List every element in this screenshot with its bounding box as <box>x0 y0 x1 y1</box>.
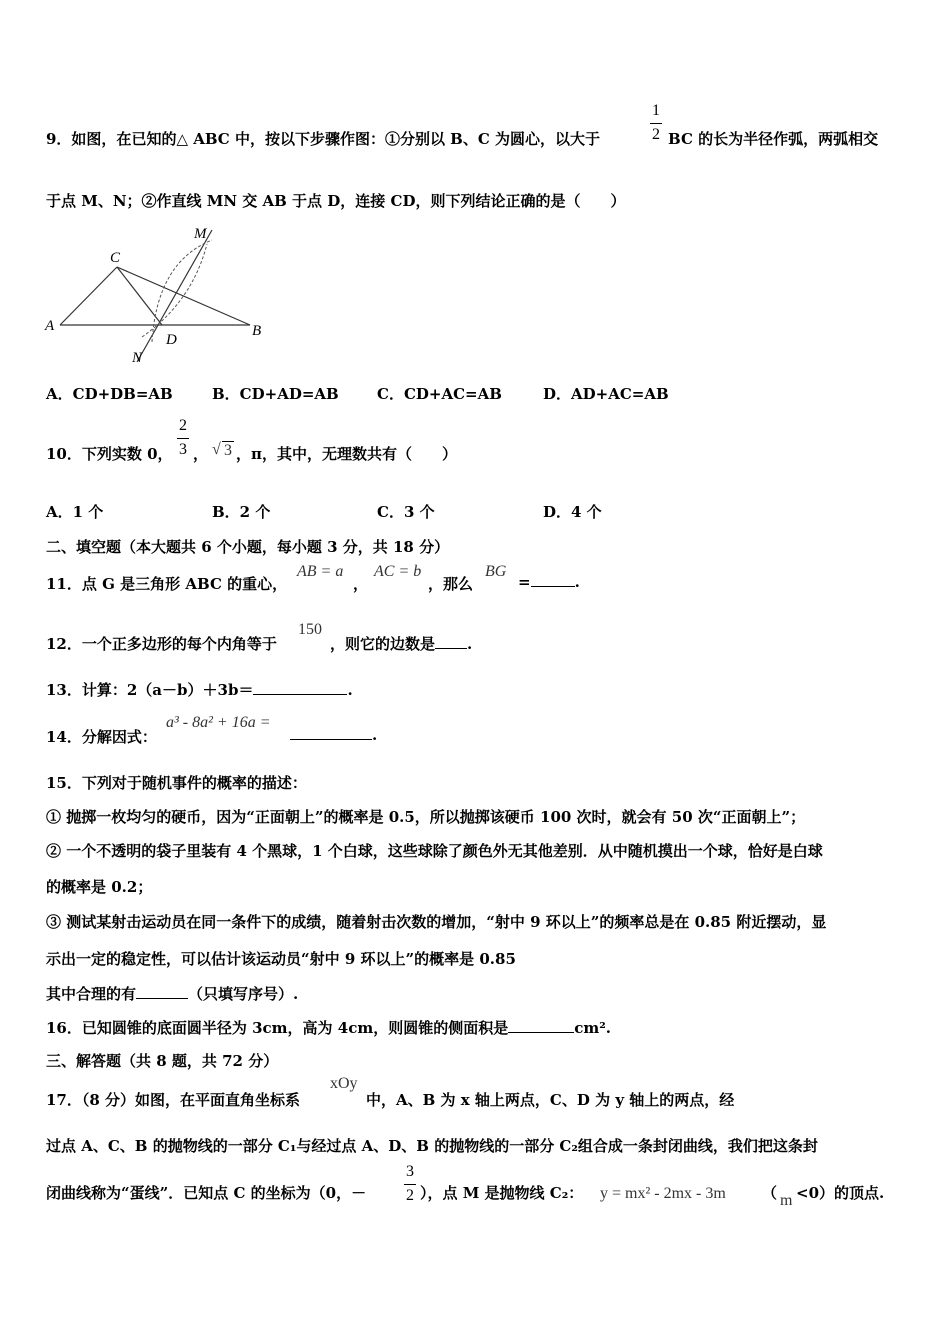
q10-option-b: B．2 个 <box>212 503 271 521</box>
q12-value: 150 <box>298 621 322 638</box>
sqrt-radical-icon: √ <box>212 441 221 458</box>
q10-post: ，π，其中，无理数共有（ ） <box>236 445 457 463</box>
q15-item-2a: ② 一个不透明的袋子里装有 4 个黑球，1 个白球，这些球除了颜色外无其他差别．从中随机摸出一个球，恰好是白球 <box>46 842 823 860</box>
q16-answer-blank[interactable] <box>508 1032 574 1033</box>
q12-post[interactable] <box>330 633 472 654</box>
q10-pre: 10．下列实数 0， <box>46 445 173 463</box>
q17-line3-mid: ），点 M 是抛物线 C₂： <box>420 1184 584 1202</box>
q15-item-3a: ③ 测试某射击运动员在同一条件下的成绩，随着射击次数的增加，“射中 9 环以上”的频率总是在 0.85 附近摆动，显 <box>46 913 827 931</box>
q17-equation: y = mx² - 2mx - 3m <box>600 1185 726 1202</box>
q17-xoy: xOy <box>330 1075 358 1092</box>
q9-triangle-figure <box>42 222 267 367</box>
q11-sep: ， <box>353 575 369 593</box>
q12-post-text: ，则它的边数是 <box>330 635 436 653</box>
q14-answer-blank[interactable] <box>290 739 372 740</box>
q11-equals: = <box>518 573 531 591</box>
q17-cond-rest: <0）的顶点. <box>796 1184 885 1202</box>
q16-unit: cm². <box>574 1019 612 1037</box>
q15-ask-post: （只填写序号）. <box>188 985 299 1003</box>
q9-option-b: B．CD+AD=AB <box>212 385 339 403</box>
q13[interactable] <box>46 679 353 700</box>
q10-sep: ， <box>193 445 209 463</box>
label-n: N <box>132 350 143 366</box>
q10-option-a: A．1 个 <box>46 503 104 521</box>
label-a: A <box>45 318 55 334</box>
arc-from-b <box>152 240 212 342</box>
arc-from-c <box>142 244 207 337</box>
q15-item-1: ① 抛掷一枚均匀的硬币，因为“正面朝上”的概率是 0.5，所以抛掷该硬币 100 次时，就会有 50 次“正面朝上”； <box>46 808 806 826</box>
q9-line1-pre: 9．如图，在已知的△ ABC 中，按以下步骤作图：①分别以 B、C 为圆心，以大于 <box>46 130 601 148</box>
q9-option-c: C．CD+AC=AB <box>377 385 502 403</box>
q11-answer-blank[interactable] <box>531 586 575 587</box>
q17-frac-bar <box>404 1184 416 1185</box>
q17-post: 中，A、B 为 x 轴上两点，C、D 为 y 轴上的两点，经 <box>366 1091 735 1109</box>
q12-period: . <box>467 635 473 653</box>
q17-frac-denominator: 2 <box>406 1187 414 1204</box>
q17-cond-var: m <box>780 1192 793 1209</box>
q13-period: . <box>347 681 353 699</box>
q10-frac-denominator: 3 <box>179 441 187 458</box>
q9-option-a: A．CD+DB=AB <box>46 385 173 403</box>
q14-expression: a³ - 8a² + 16a = <box>166 714 271 731</box>
q10-frac-bar <box>177 438 189 439</box>
q16-pre: 16．已知圆锥的底面圆半径为 3cm，高为 4cm，则圆锥的侧面积是 <box>46 1019 509 1037</box>
q14-pre: 14．分解因式： <box>46 728 157 746</box>
q15-ask-pre: 其中合理的有 <box>46 985 137 1003</box>
q15-item-2b: 的概率是 0.2； <box>46 878 153 896</box>
q17-pre: 17．（8 分）如图，在平面直角坐标系 <box>46 1091 301 1109</box>
q9-frac-denominator: 2 <box>652 126 660 143</box>
q17-line3-pre: 闭曲线称为“蛋线”．已知点 C 的坐标为（0，－ <box>46 1184 367 1202</box>
section-3-heading: 三、解答题（共 8 题，共 72 分） <box>46 1052 279 1070</box>
label-d: D <box>166 332 177 348</box>
q15-title: 15．下列对于随机事件的概率的描述： <box>46 774 307 792</box>
q11-mid: ，那么 <box>428 575 474 593</box>
q17-frac-numerator: 3 <box>406 1163 414 1180</box>
q13-answer-blank[interactable] <box>253 694 347 695</box>
q12-pre: 12．一个正多边形的每个内角等于 <box>46 635 277 653</box>
side-ac <box>60 267 117 325</box>
q10-option-d: D．4 个 <box>543 503 602 521</box>
q9-option-d: D．AD+AC=AB <box>543 385 669 403</box>
q11-expr-ac: AC = b <box>374 563 422 580</box>
q11-period: . <box>574 573 580 591</box>
q15-answer-blank[interactable] <box>136 998 188 999</box>
q15-item-3b: 示出一定的稳定性，可以估计该运动员“射中 9 环以上”的概率是 0.85 <box>46 950 516 968</box>
label-c: C <box>110 250 121 266</box>
q14-answer[interactable] <box>290 726 377 744</box>
q10-sqrt-arg: 3 <box>224 442 232 459</box>
q10-frac-numerator: 2 <box>179 417 187 434</box>
q11-answer[interactable] <box>518 573 580 591</box>
q9-line2: 于点 M、N；②作直线 MN 交 AB 于点 D，连接 CD，则下列结论正确的是（ ） <box>46 192 626 210</box>
q12-answer-blank[interactable] <box>435 648 467 649</box>
side-bc <box>117 267 250 325</box>
q9-frac-bar <box>650 123 662 124</box>
q14-period: . <box>372 726 378 744</box>
q15-ask[interactable] <box>46 983 298 1004</box>
q17-paren-open: （ <box>762 1184 778 1202</box>
q11-expr-bg: BG <box>485 563 507 580</box>
q9-frac-numerator: 1 <box>652 102 660 119</box>
q11-expr-ab: AB = a <box>297 563 344 580</box>
q11-pre: 11．点 G 是三角形 ABC 的重心， <box>46 575 288 593</box>
q17-line2: 过点 A、C、B 的抛物线的一部分 C₁与经过点 A、D、B 的抛物线的一部分 C₂组合成一条封闭曲线，我们把这条封 <box>46 1137 818 1155</box>
label-b: B <box>252 323 262 339</box>
label-m: M <box>194 226 207 242</box>
q9-line1-post: BC 的长为半径作弧，两弧相交 <box>668 130 879 148</box>
section-2-heading: 二、填空题（本大题共 6 个小题，每小题 3 分，共 18 分） <box>46 538 450 556</box>
q10-option-c: C．3 个 <box>377 503 435 521</box>
q13-text: 13．计算：2（a－b）＋3b＝ <box>46 681 254 699</box>
q16[interactable] <box>46 1017 611 1038</box>
